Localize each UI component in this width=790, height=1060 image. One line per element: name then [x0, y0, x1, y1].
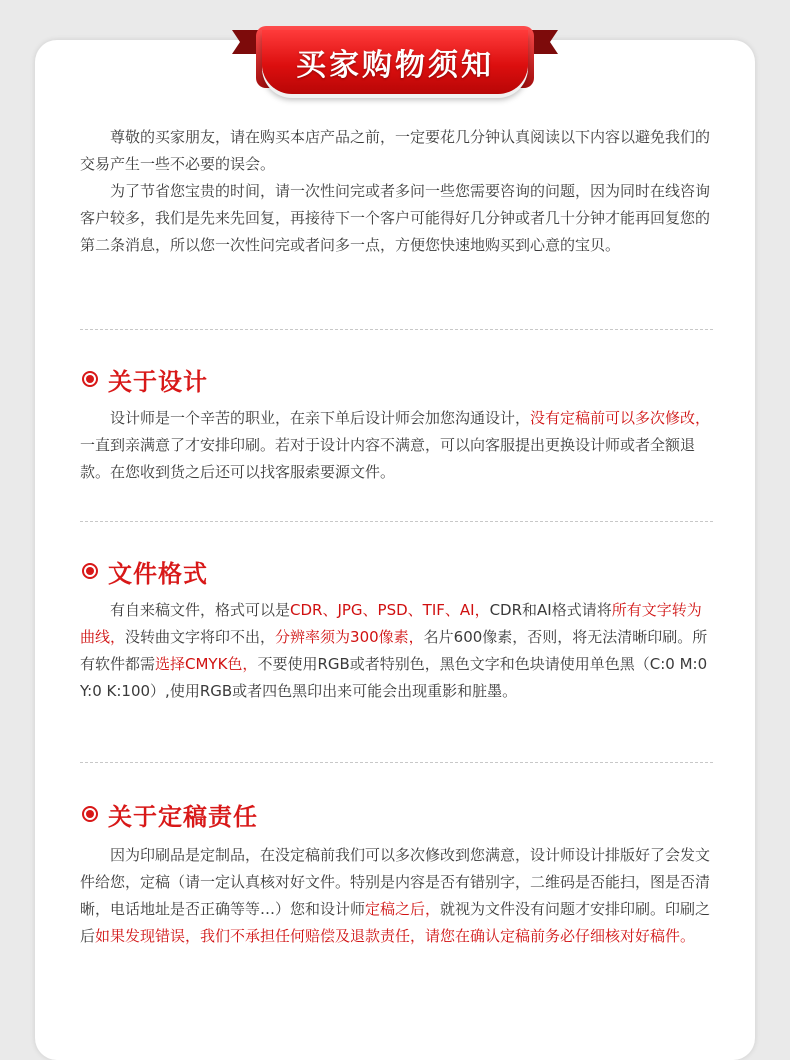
intro-paragraph-1: 尊敬的买家朋友，请在购买本店产品之前，一定要花几分钟认真阅读以下内容以避免我们的交易产生一些不必要的误会。: [80, 128, 711, 173]
radio-bullet-icon: [82, 563, 98, 579]
divider: [80, 329, 713, 330]
intro-paragraph-2: 为了节省您宝贵的时间，请一次性问完或者多问一些您需要咨询的问题，因为同时在线咨询客户较多，我们是先来先回复，再接待下一个客户可能得好几分钟或者几十分钟才能再回复您的第二条消息，所以您一次性问完或者问多一点，方便您快速地购买到心意的宝贝。: [80, 182, 711, 254]
radio-bullet-icon: [82, 806, 98, 822]
ribbon: [262, 30, 528, 94]
body-text: 名片600像素，否则，将无法清晰印刷。所有软件都需: [80, 628, 708, 673]
body-text: CDR和AI格式请将: [489, 601, 612, 619]
section-heading-file-format: [82, 556, 208, 586]
body-text: 有自来稿文件，格式可以是: [110, 601, 291, 619]
highlight-text: CDR、JPG、PSD、TIF、AI，: [290, 601, 490, 619]
section-body-design: [80, 405, 713, 486]
section-body-finalization: [80, 842, 713, 950]
body-text: 一直到亲满意了才安排印刷。若对于设计内容不满意，可以向客服提出更换设计师或者全额退款。在您收到货之后还可以找客服索要源文件。: [80, 436, 696, 481]
section-title: 关于定稿责任: [108, 802, 258, 831]
section-paragraph: [80, 405, 713, 486]
body-text: 不要使用RGB或者特别色，黑色文字和色块请使用单色黑（C:0 M:0 Y:0 K:100）,使用RGB或者四色黑印出来可能会出现重影和脏墨。: [80, 655, 708, 700]
section-title: 文件格式: [108, 559, 208, 588]
radio-bullet-icon: [82, 371, 98, 387]
body-text: 因为印刷品是定制品，在没定稿前我们可以多次修改到您满意，设计师设计排版好了会发文件给您，定稿（请一定认真核对好文件。特别是内容是否有错别字，二维码是否能扫，图是否清晰，电话地址是否正确等等…）您和设计师: [80, 846, 711, 918]
divider: [80, 762, 713, 763]
highlight-text: 如果发现错误，我们不承担任何赔偿及退款责任，请您在确认定稿前务必仔细核对好稿件。: [95, 927, 696, 945]
section-paragraph: [80, 842, 713, 950]
highlight-text: 选择CMYK色，: [155, 655, 258, 673]
section-title: 关于设计: [108, 367, 208, 396]
intro-text: [80, 124, 713, 259]
divider: [80, 521, 713, 522]
body-text: 就视为文件没有问题才安排印刷。印刷之后: [80, 900, 711, 945]
body-text: 设计师是一个辛苦的职业，在亲下单后设计师会加您沟通设计，: [110, 409, 531, 427]
title-banner: [232, 24, 558, 102]
section-paragraph: [80, 597, 713, 705]
section-heading-design: [82, 364, 208, 394]
body-text: 没转曲文字将印不出，: [125, 628, 276, 646]
section-body-file-format: [80, 597, 713, 705]
highlight-text: 分辨率须为300像素，: [275, 628, 424, 646]
highlight-text: 所有文字转为曲线，: [80, 601, 702, 646]
page-title: 买家购物须知: [296, 48, 494, 83]
highlight-text: 定稿之后，: [365, 900, 441, 918]
section-heading-finalization: [82, 799, 258, 829]
highlight-text: 没有定稿前可以多次修改，: [530, 409, 711, 427]
